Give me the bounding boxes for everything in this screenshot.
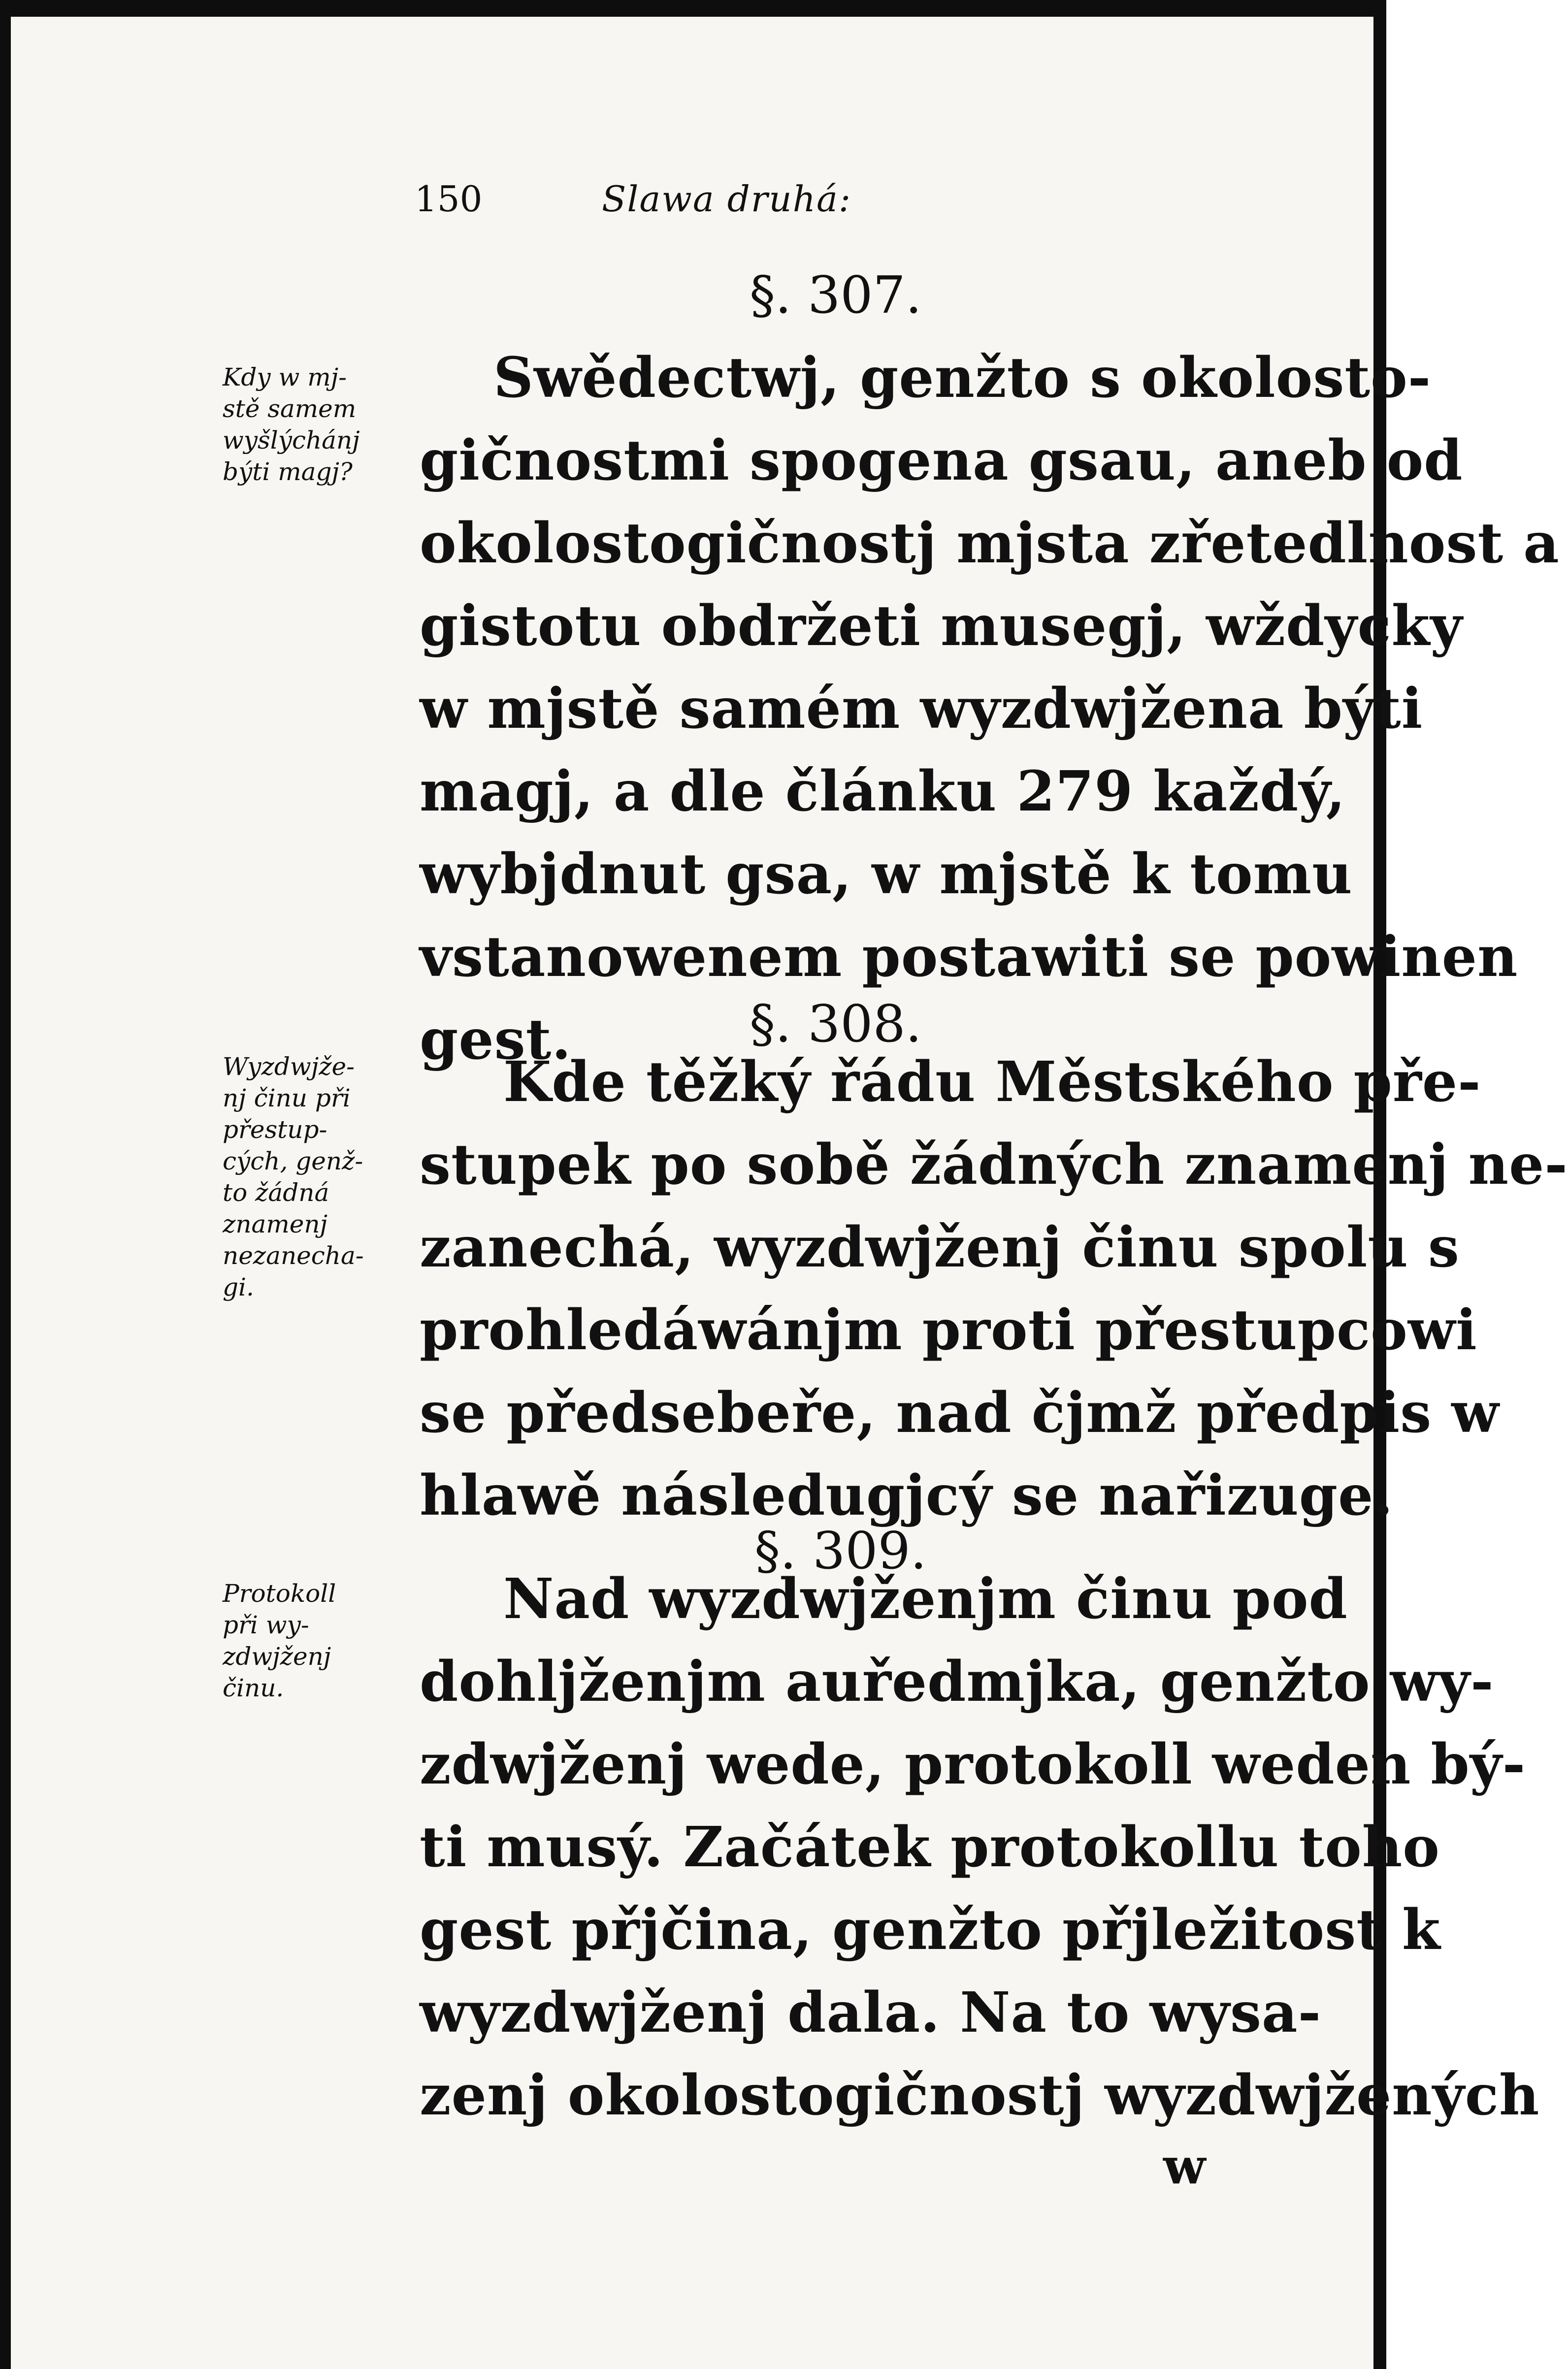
margin-note-line: to žádná — [223, 1178, 329, 1207]
margin-note-line: cých, genž- — [223, 1147, 363, 1175]
text-line: zenj okolostogičnostj wyzdwjžených — [420, 2063, 1540, 2128]
page-header — [415, 172, 956, 226]
running-head: Slawa druhá: — [602, 178, 852, 220]
margin-note-line: znamenj — [223, 1210, 328, 1238]
text-line: gest přjčina, genžto přjležitost k — [420, 1898, 1441, 1962]
margin-note-line: nezanecha- — [223, 1241, 364, 1270]
section-heading-309: §. 309. — [754, 1521, 927, 1581]
text-line: stupek po sobě žádných znamenj ne- — [420, 1133, 1568, 1197]
scan-border-left — [0, 0, 11, 2369]
catchword: w — [1163, 2137, 1206, 2195]
margin-note-line: Wyzdwjže- — [223, 1052, 355, 1081]
margin-note-line: stě samem — [223, 394, 357, 423]
margin-note-line: při wy- — [223, 1611, 309, 1639]
text-line: zdwjženj wede, protokoll weden bý- — [420, 1732, 1526, 1797]
margin-note-line: přestup- — [223, 1115, 327, 1144]
section-heading-308: §. 308. — [750, 994, 922, 1054]
text-line: se předsebeře, nad čjmž předpis w — [420, 1381, 1500, 1445]
text-line: hlawě následugjcý se nařizuge. — [420, 1463, 1394, 1528]
text-line: Nad wyzdwjženjm činu pod — [503, 1567, 1348, 1631]
margin-note-line: Kdy w mj- — [223, 363, 347, 391]
text-line: w mjstě samém wyzdwjžena býti — [420, 677, 1423, 741]
text-line: zanechá, wyzdwjženj činu spolu s — [420, 1215, 1460, 1280]
margin-note-line: zdwjženj — [223, 1642, 331, 1671]
text-line: gistotu obdržeti musegj, wždycky — [420, 594, 1463, 658]
margin-note-line: býti magj? — [223, 457, 353, 486]
section-heading-307: §. 307. — [750, 265, 922, 325]
text-line: Swědectwj, genžto s okolosto- — [493, 346, 1432, 410]
text-line: wyzdwjženj dala. Na to wysa- — [420, 1980, 1322, 2045]
text-line: magj, a dle článku 279 každý, — [420, 759, 1346, 824]
margin-note-line: wyšlýchánj — [223, 426, 360, 454]
text-line: ti musý. Začátek protokollu toho — [420, 1815, 1440, 1880]
text-line: prohledáwánjm proti přestupcowi — [420, 1298, 1477, 1363]
margin-note-line: činu. — [223, 1674, 284, 1702]
text-line: vstanowenem postawiti se powinen — [420, 925, 1518, 989]
scan-border-top — [0, 0, 1386, 17]
text-line: dohljženjm auředmjka, genžto wy- — [420, 1650, 1494, 1714]
page-number: 150 — [415, 178, 483, 220]
text-line: gičnostmi spogena gsau, aneb od — [420, 428, 1463, 493]
text-line: gest. — [420, 1007, 572, 1072]
text-line: wybjdnut gsa, w mjstě k tomu — [420, 842, 1353, 907]
margin-note-line: nj činu při — [223, 1084, 351, 1112]
margin-note-line: gi. — [223, 1273, 254, 1301]
margin-note-line: Protokoll — [223, 1579, 336, 1608]
text-line: Kde těžký řádu Městského pře- — [503, 1050, 1481, 1114]
book-page — [11, 17, 1568, 2369]
text-line: okolostogičnostj mjsta zřetedlnost a — [420, 511, 1560, 576]
